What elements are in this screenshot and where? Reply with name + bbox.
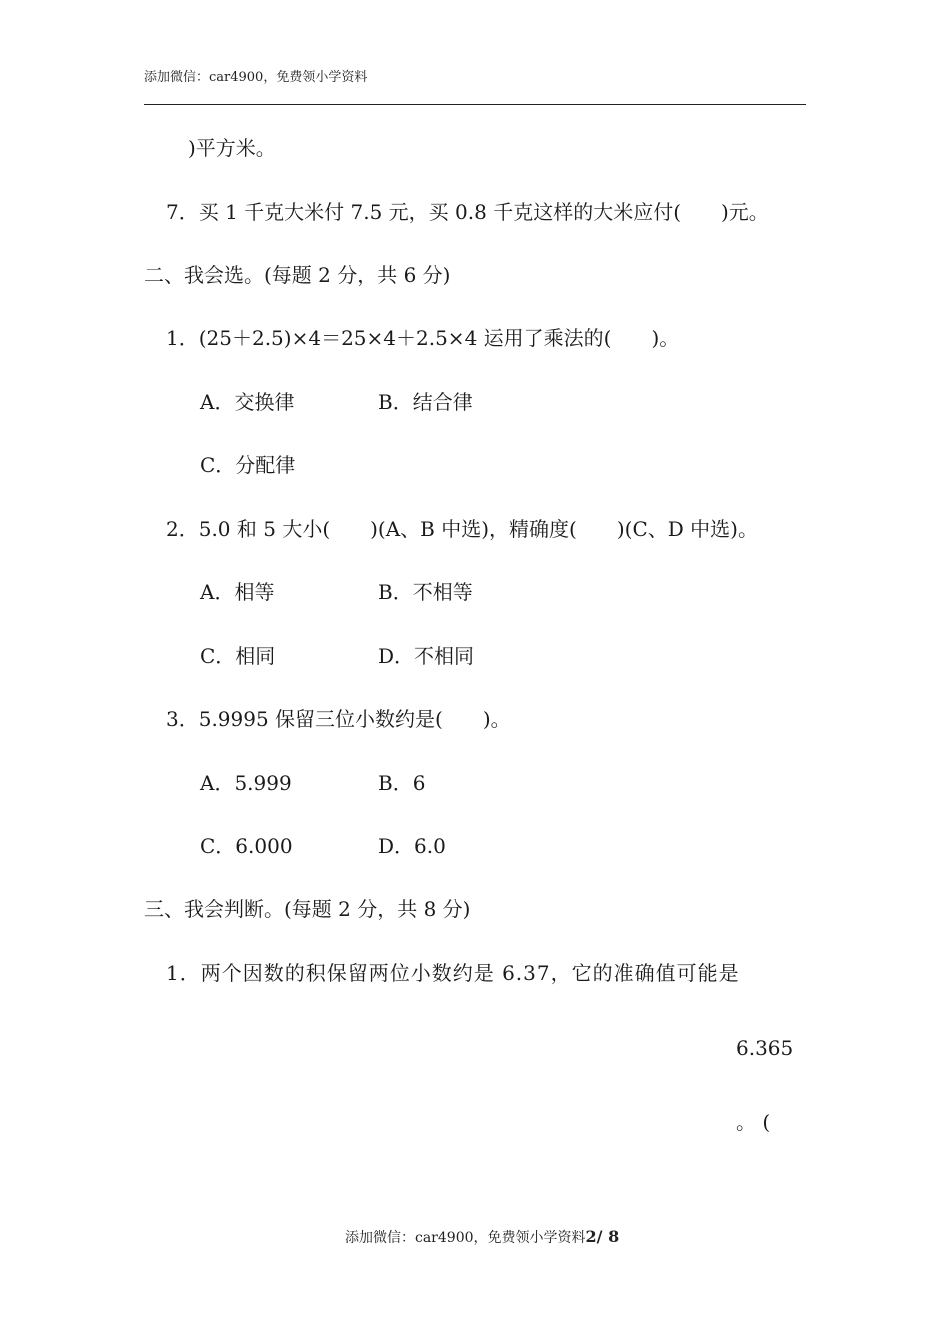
- q2-option-a: A．相等: [200, 580, 275, 604]
- q3-option-c: C．6.000: [200, 834, 293, 858]
- choice-question-3: 3．5.9995 保留三位小数约是( )。: [166, 707, 511, 731]
- question-7: 7．买 1 千克大米付 7.5 元，买 0.8 千克这样的大米应付( )元。: [166, 200, 769, 224]
- judge-question-1-value: 6.365: [736, 1036, 794, 1060]
- judge-question-1: 1．两个因数的积保留两位小数约是 6.37，它的准确值可能是: [166, 961, 740, 985]
- q2-option-c: C．相同: [200, 644, 276, 668]
- page-number: 2/ 8: [585, 1227, 620, 1246]
- previous-answer-end: )平方米。: [188, 136, 276, 160]
- judge-question-1-end: 。 (: [736, 1110, 771, 1134]
- q1-option-b: B．结合律: [378, 390, 473, 414]
- footer-text: 添加微信：car4900，免费领小学资料: [345, 1230, 586, 1246]
- choice-question-1: 1．(25＋2.5)×4＝25×4＋2.5×4 运用了乘法的( )。: [166, 326, 680, 350]
- choice-question-2: 2．5.0 和 5 大小( )(A、B 中选)，精确度( )(C、D 中选)。: [166, 517, 758, 541]
- q3-option-b: B．6: [378, 771, 426, 795]
- section-2-heading: 二、我会选。(每题 2 分，共 6 分): [144, 263, 451, 287]
- q2-option-d: D．不相同: [378, 644, 475, 668]
- q1-option-a: A．交换律: [200, 390, 295, 414]
- q1-option-c: C．分配律: [200, 453, 296, 477]
- q2-option-b: B．不相等: [378, 580, 473, 604]
- q3-option-a: A．5.999: [200, 771, 292, 795]
- page-footer: [345, 1227, 619, 1247]
- page-header: 添加微信：car4900，免费领小学资料: [144, 70, 368, 85]
- q3-option-d: D．6.0: [378, 834, 446, 858]
- header-divider: [144, 104, 806, 105]
- section-3-heading: 三、我会判断。(每题 2 分，共 8 分): [144, 897, 471, 921]
